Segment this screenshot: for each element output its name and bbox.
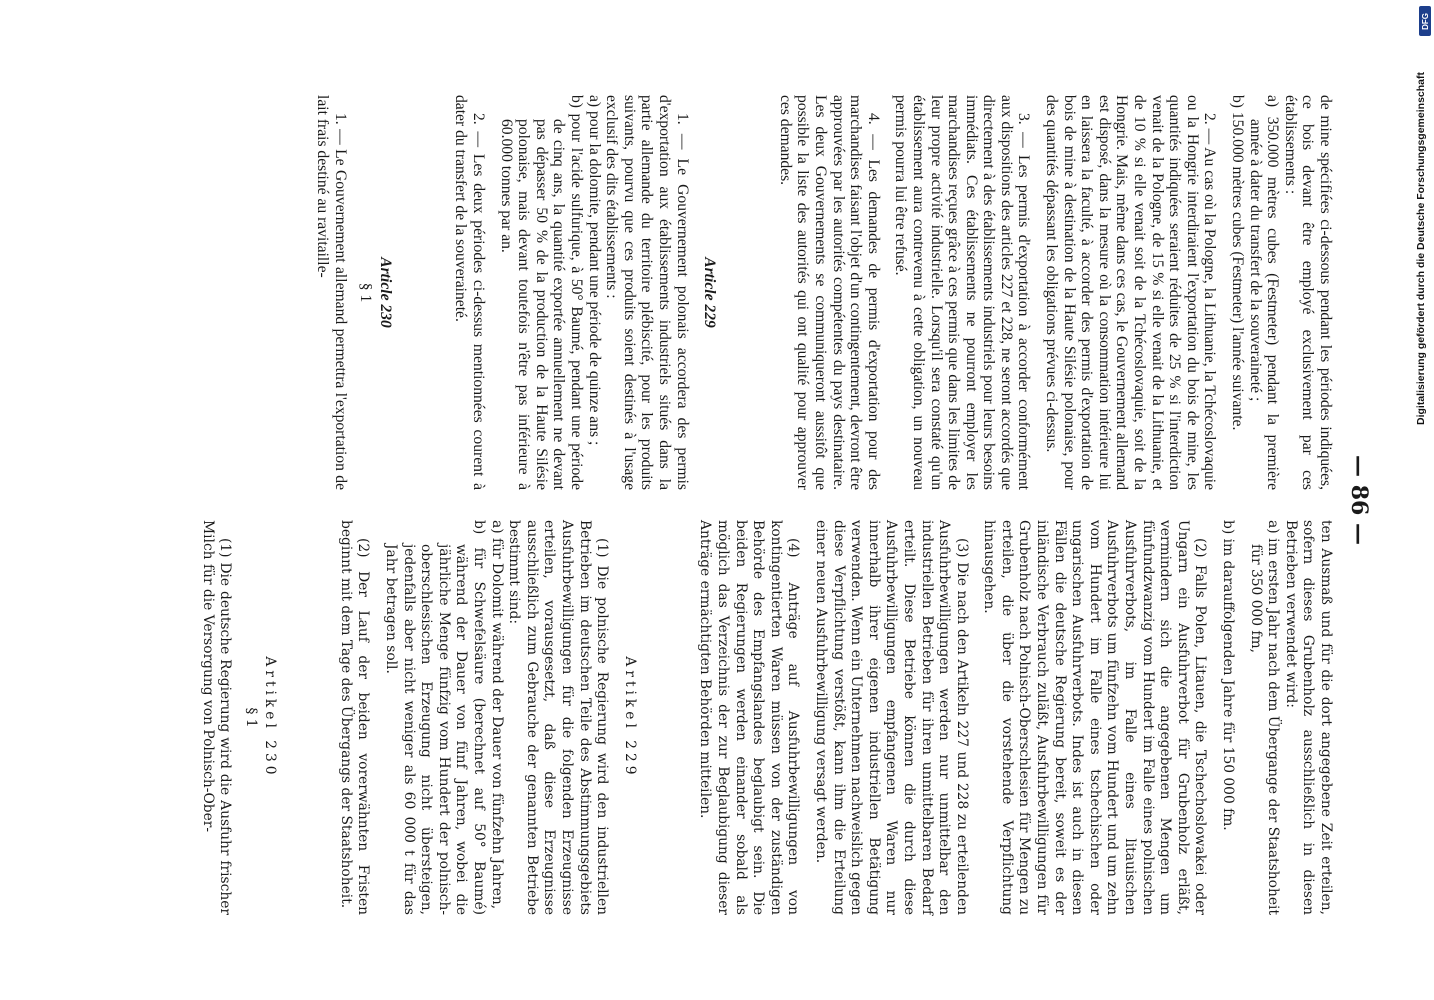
de-art230-para-1: (1) Die deutsche Regierung wird die Ausfuhr frischer Milch für die Versorgung von Polnisch-Ober- — [199, 520, 234, 915]
fr-art229-para-1: 1. — Le Gouvernement polonais accordera des permis d'exportation aux établissements industriels situés dans la partie allemande du territoire plébiscité, pour les produits suivants, pourvu que ces produits soient destinés à l'usage exclusif des dits établissements : — [603, 95, 691, 490]
fr-art230-para-1: 1. — Le Gouvernement allemand permettra l'exportation de lait frais destiné au ravitaille- — [314, 95, 349, 490]
fr-article-229-heading: Article 229 — [701, 257, 719, 328]
de-para-4: (4) Anträge auf Ausfuhrbewilligungen von kontingentierten Waren müssen von der zuständigen Behörde des Empfangslandes beglaubigt sein. Die beiden Regierungen werden einander sobald als möglich das Verzeichnis der zur Beglaubigung dieser Anträge ermächtigten Behörden mitteilen. — [697, 520, 802, 915]
de-art229-item-a: a) für Dolomit während der Dauer von fünfzehn Jahren, — [488, 520, 505, 910]
page-number: — 86 — — [1346, 455, 1372, 545]
de-item-b: b) im darauffolgenden Jahre für 150 000 fm. — [1220, 520, 1237, 831]
de-art229-para-1: (1) Die polnische Regierung wird den industriellen Betrieben im deutschen Teile des Abstimmungsgebiets Ausfuhrbewilligungen für die folgenden Erzeugnisse erteilen, vorausgesetzt, daß diese Erzeugnisse ausschließlich zum Gebrauche der genannten Betriebe bestimmt sind: — [506, 520, 611, 915]
de-art229-para-2: (2) Der Lauf der beiden vorerwähnten Fristen beginnt mit dem Tage des Übergangs der Staatshoheit. — [337, 520, 372, 915]
de-item-a: a) im ersten Jahr nach dem Übergange der Staatshoheit für 350 000 fm, — [1247, 520, 1282, 915]
fr-para-3: 3. — Les permis d'exportation à accorder conformément aux dispositions des articles 227 et 228, ne seront accordés que directement à des établissements industriels pour leurs besoins immédiats. Ces établissements ne pourront employer les marchandises reçues grâce à ces permis que dans les limites de leur propre activité industrielle. Lorsqu'il sera constaté qu'un établissement aura contrevenu à cette obligation, un nouveau permis pourra lui être refusé. — [892, 95, 1033, 490]
dfg-logo-text: DFG — [1420, 12, 1430, 30]
fr-art229-item-a: a) pour la dolomite, pendant une période de quinze ans ; — [585, 95, 603, 446]
french-column — [314, 95, 1335, 490]
de-para-3: (3) Die nach den Artikeln 227 und 228 zu erteilenden Ausfuhrbewilligungen werden nur unmittelbar den industriellen Betrieben für ihren unmittelbaren Bedarf erteilt. Diese Betriebe können die durch diese Ausfuhrbewilligungen empfangenen Waren nur innerhalb ihrer eigenen industriellen Betätigung verwenden. Wenn ein Unternehmen nachweislich gegen diese Verpflichtung verstößt, kann ihm die Erteilung einer neuen Ausfuhrbewilligung versagt werden. — [812, 520, 970, 915]
de-intro: ten Ausmaß und für die dort angegebene Zeit erteilen, sofern dieses Grubenholz ausschließlich in diesen Betrieben verwendet wird: — [1282, 520, 1334, 915]
fr-para-4: 4. — Les demandes de permis d'exportation pour des marchandises faisant l'objet d'un contingentement, devront être approuvées par les autorités compétentes du pays destinataire. Les deux Gouvernements se communiqueront aussitôt que possible la liste des autorités qui ont qualité pour approuver ces demandes. — [776, 95, 882, 490]
fr-intro: de mine spécifiées ci-dessous pendant les périodes indiquées, ce bois devant être employé exclusivement par ces établissements : — [1281, 95, 1334, 490]
de-article-230-section: § 1 — [242, 707, 259, 728]
de-article-229-heading: Artikel 229 — [621, 656, 638, 779]
fr-art229-para-2: 2. — Les deux périodes ci-dessus mentionnées courent à dater du transfert de la souveraineté. — [452, 95, 488, 490]
fr-article-230-heading: Article 230 — [376, 257, 394, 328]
fr-item-a: a) 350.000 mètres cubes (Festmeter) pendant la première année à dater du transfert de la souveraineté ; — [1246, 95, 1282, 490]
fr-para-2: 2. — Au cas où la Pologne, la Lithuanie, la Tchécoslovaquie ou la Hongrie interdiraient l'exportation du bois de mine, les quantités indiquées seraient réduites de 25 % si l'interdiction venait de la Pologne, de 15 % si elle venait de la Lithuanie, et de 10 % si elle venait soit de la Tchécoslovaquie, soit de la Hongrie. Mais, même dans ces cas, le Gouvernement allemand est disposé, dans la mesure où la consommation intérieure lui en laissera la faculté, à accorder des permis d'exportation de bois de mine à destination de la Haute Silésie polonaise, pour des quantités dépassant les obligations prévues ci-dessus. — [1043, 95, 1219, 490]
digitization-note — [1414, 8, 1428, 968]
digitization-note-text: Digitalisierung gefördert durch die Deutsche Forschungsgemeinschaft — [1415, 72, 1427, 425]
german-column — [198, 520, 1334, 915]
fr-art229-item-b: b) pour l'acide sulfurique, à 50° Baumé, pendant une période de cinq ans, la quantité exportée annuellement ne devant pas dépasser 50 % de la production de la Haute Silésie polonaise, mais devant toutefois n'être pas inférieure à 60.000 tonnes par an. — [497, 95, 586, 490]
fr-item-b: b) 150.000 mètres cubes (Festmeter) l'année suivante. — [1229, 95, 1247, 431]
de-para-2: (2) Falls Polen, Litauen, die Tschechoslowakei oder Ungarn ein Ausfuhrverbot für Grubenholz erläßt, vermindern sich die angegebenen Mengen um fünfundzwanzig vom Hundert im Falle eines polnischen Ausfuhrverbots, im Falle eines litauischen Ausfuhrverbots um fünfzehn vom Hundert und um zehn vom Hundert im Falle eines tschechischen oder ungarischen Ausfuhrverbots. Indes ist auch in diesen Fällen die deutsche Regierung bereit, soweit es der inländische Verbrauch zuläßt, Ausfuhrbewilligungen für Grubenholz nach Polnisch-Oberschlesien für Mengen zu erteilen, die über die vorstehende Verpflichtung hinausgehen. — [981, 520, 1209, 915]
de-art229-item-b: b) für Schwefelsäure (berechnet auf 50° Baumé) während der Dauer von fünf Jahren, wobei die jährliche Menge fünfzig vom Hundert der polnisch-oberschlesischen Erzeugung nicht übersteigen, jedenfalls aber nicht weniger als 60 000 t für das Jahr betragen soll. — [383, 520, 488, 915]
de-article-230-heading: Artikel 230 — [262, 656, 279, 779]
fr-article-230-section: § 1 — [357, 282, 375, 303]
